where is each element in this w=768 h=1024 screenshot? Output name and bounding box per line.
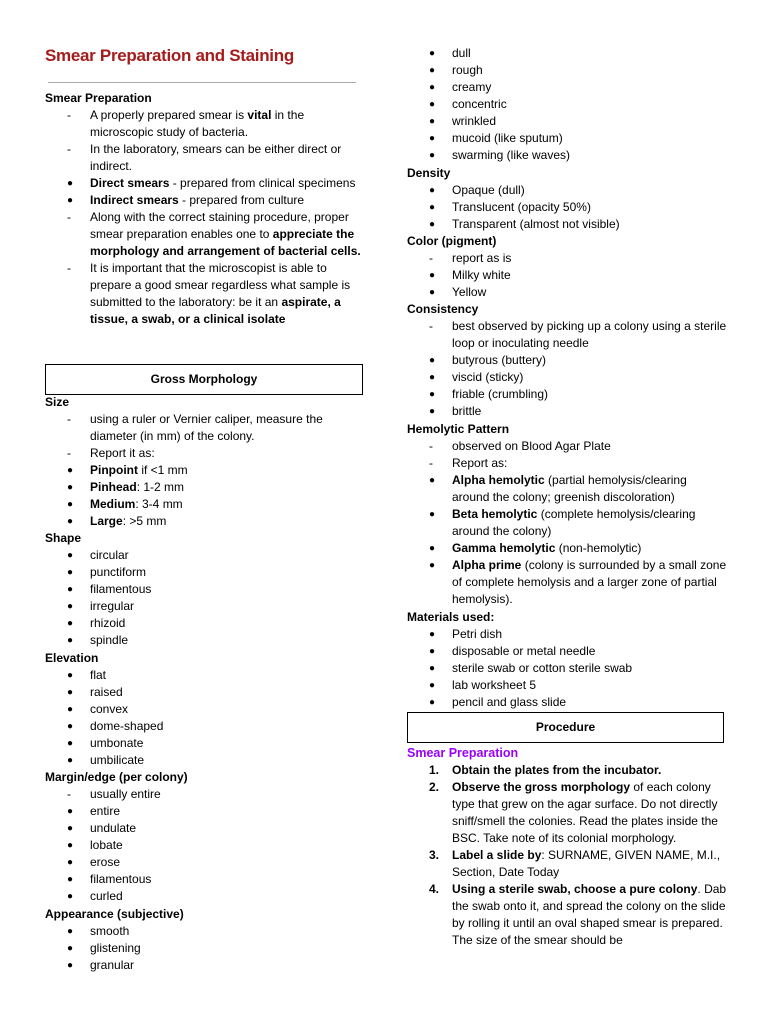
list-item: ● Transparent (almost not visible): [429, 217, 620, 231]
procedure-section: [407, 745, 727, 949]
list-item: ● Indirect smears - prepared from culture: [67, 193, 305, 207]
list-item: ● butyrous (buttery): [429, 353, 547, 367]
list-item: - It is important that the microscopist is able to prepare a good smear regardless what sample is submitted to the laboratory: be it an aspirate, a tissue, a swab, or a clinical isolate: [67, 261, 351, 326]
consistency-section: [407, 301, 727, 420]
list-item: ● undulate: [67, 821, 137, 835]
materials-section: [407, 609, 727, 711]
section-heading: Margin/edge (per colony): [45, 770, 188, 784]
list-item: - best observed by picking up a colony using a sterile loop or inoculating needle: [429, 319, 727, 350]
shape-section: [45, 530, 365, 649]
list-item: ● raised: [67, 685, 123, 699]
density-section: [407, 165, 727, 233]
list-item: ● entire: [67, 804, 121, 818]
list-item: ● erose: [67, 855, 121, 869]
list-item: ● Alpha prime (colony is surrounded by a small zone of complete hemolysis and a larger zone of partial hemolysis).: [429, 558, 727, 606]
procedure-step: 4. Using a sterile swab, choose a pure colony. Dab the swab onto it, and spread the colony on the slide by rolling it until an oval shaped smear is prepared. The size of the smear should be: [429, 882, 727, 947]
list-item: ● irregular: [67, 599, 135, 613]
size-section: [45, 394, 365, 530]
list-item: ● creamy: [429, 80, 492, 94]
list-item: ● dull: [429, 46, 471, 60]
procedure-step: 1. Obtain the plates from the incubator.: [429, 763, 662, 777]
section-heading: Hemolytic Pattern: [407, 422, 510, 436]
elevation-section: [45, 650, 365, 769]
list-item: - observed on Blood Agar Plate: [429, 439, 611, 453]
list-item: ● Yellow: [429, 285, 487, 299]
list-item: ● Translucent (opacity 50%): [429, 200, 591, 214]
list-item: ● disposable or metal needle: [429, 644, 596, 658]
hemolytic-section: [407, 421, 727, 608]
list-item: ● Direct smears - prepared from clinical specimens: [67, 176, 356, 190]
gross-morphology-box: Gross Morphology: [45, 364, 363, 395]
list-item: ● Pinpoint if <1 mm: [67, 463, 188, 477]
section-heading: Density: [407, 166, 451, 180]
procedure-step: 3. Label a slide by: SURNAME, GIVEN NAME, M.I., Section, Date Today: [429, 848, 721, 879]
list-item: ● curled: [67, 889, 123, 903]
list-item: ● Large: >5 mm: [67, 514, 167, 528]
list-item: ● circular: [67, 548, 129, 562]
section-heading: Smear Preparation: [45, 91, 152, 105]
list-item: ● filamentous: [67, 582, 152, 596]
list-item: ● lobate: [67, 838, 123, 852]
procedure-heading: Smear Preparation: [407, 746, 519, 760]
list-item: ● rough: [429, 63, 483, 77]
list-item: ● granular: [67, 958, 135, 972]
list-item: - report as is: [429, 251, 512, 265]
procedure-box: Procedure: [407, 712, 724, 743]
list-item: ● rhizoid: [67, 616, 126, 630]
list-item: - Along with the correct staining procedure, proper smear preparation enables one to appreciate the morphology and arrangement of bacterial cells.: [67, 210, 361, 258]
section-heading: Shape: [45, 531, 82, 545]
appearance-section: [45, 906, 365, 974]
title-divider: [48, 82, 356, 83]
list-item: ● umbonate: [67, 736, 144, 750]
section-heading: Appearance (subjective): [45, 907, 184, 921]
list-item: - usually entire: [67, 787, 161, 801]
list-item: ● Petri dish: [429, 627, 503, 641]
list-item: - using a ruler or Vernier caliper, measure the diameter (in mm) of the colony.: [67, 412, 323, 443]
list-item: ● lab worksheet 5: [429, 678, 537, 692]
section-heading: Materials used:: [407, 610, 495, 624]
color-section: [407, 233, 727, 301]
section-heading: Color (pigment): [407, 234, 497, 248]
list-item: ● Medium: 3-4 mm: [67, 497, 183, 511]
list-item: ● Opaque (dull): [429, 183, 525, 197]
document-title: Smear Preparation and Staining: [45, 46, 294, 65]
smear-preparation-section: [45, 90, 365, 328]
list-item: ● filamentous: [67, 872, 152, 886]
list-item: ● sterile swab or cotton sterile swab: [429, 661, 633, 675]
list-item: ● Alpha hemolytic (partial hemolysis/clearing around the colony; greenish discoloration): [429, 473, 687, 504]
list-item: ● spindle: [67, 633, 129, 647]
list-item: ● dome-shaped: [67, 719, 164, 733]
list-item: ● flat: [67, 668, 107, 682]
list-item: ● concentric: [429, 97, 507, 111]
list-item: - A properly prepared smear is vital in the microscopic study of bacteria.: [67, 108, 305, 139]
list-item: ● Beta hemolytic (complete hemolysis/clearing around the colony): [429, 507, 696, 538]
section-heading: Elevation: [45, 651, 99, 665]
list-item: ● pencil and glass slide: [429, 695, 567, 709]
list-item: ● friable (crumbling): [429, 387, 549, 401]
appearance-continued: [407, 45, 727, 164]
list-item: ● convex: [67, 702, 129, 716]
list-item: ● Gamma hemolytic (non-hemolytic): [429, 541, 642, 555]
list-item: ● umbilicate: [67, 753, 145, 767]
list-item: ● viscid (sticky): [429, 370, 524, 384]
list-item: ● swarming (like waves): [429, 148, 571, 162]
section-heading: Size: [45, 395, 70, 409]
list-item: - Report it as:: [67, 446, 155, 460]
list-item: ● Pinhead: 1-2 mm: [67, 480, 185, 494]
list-item: ● Milky white: [429, 268, 511, 282]
list-item: ● smooth: [67, 924, 130, 938]
list-item: - Report as:: [429, 456, 508, 470]
list-item: ● wrinkled: [429, 114, 497, 128]
margin-section: [45, 769, 365, 905]
list-item: ● punctiform: [67, 565, 147, 579]
section-heading: Consistency: [407, 302, 479, 316]
list-item: ● brittle: [429, 404, 482, 418]
list-item: ● mucoid (like sputum): [429, 131, 563, 145]
list-item: ● glistening: [67, 941, 141, 955]
procedure-step: 2. Observe the gross morphology of each colony type that grew on the agar surface. Do not directly sniff/smell the colonies. Read the plates inside the BSC. Take note of its colonial morphology.: [429, 780, 718, 845]
list-item: - In the laboratory, smears can be either direct or indirect.: [67, 142, 342, 173]
